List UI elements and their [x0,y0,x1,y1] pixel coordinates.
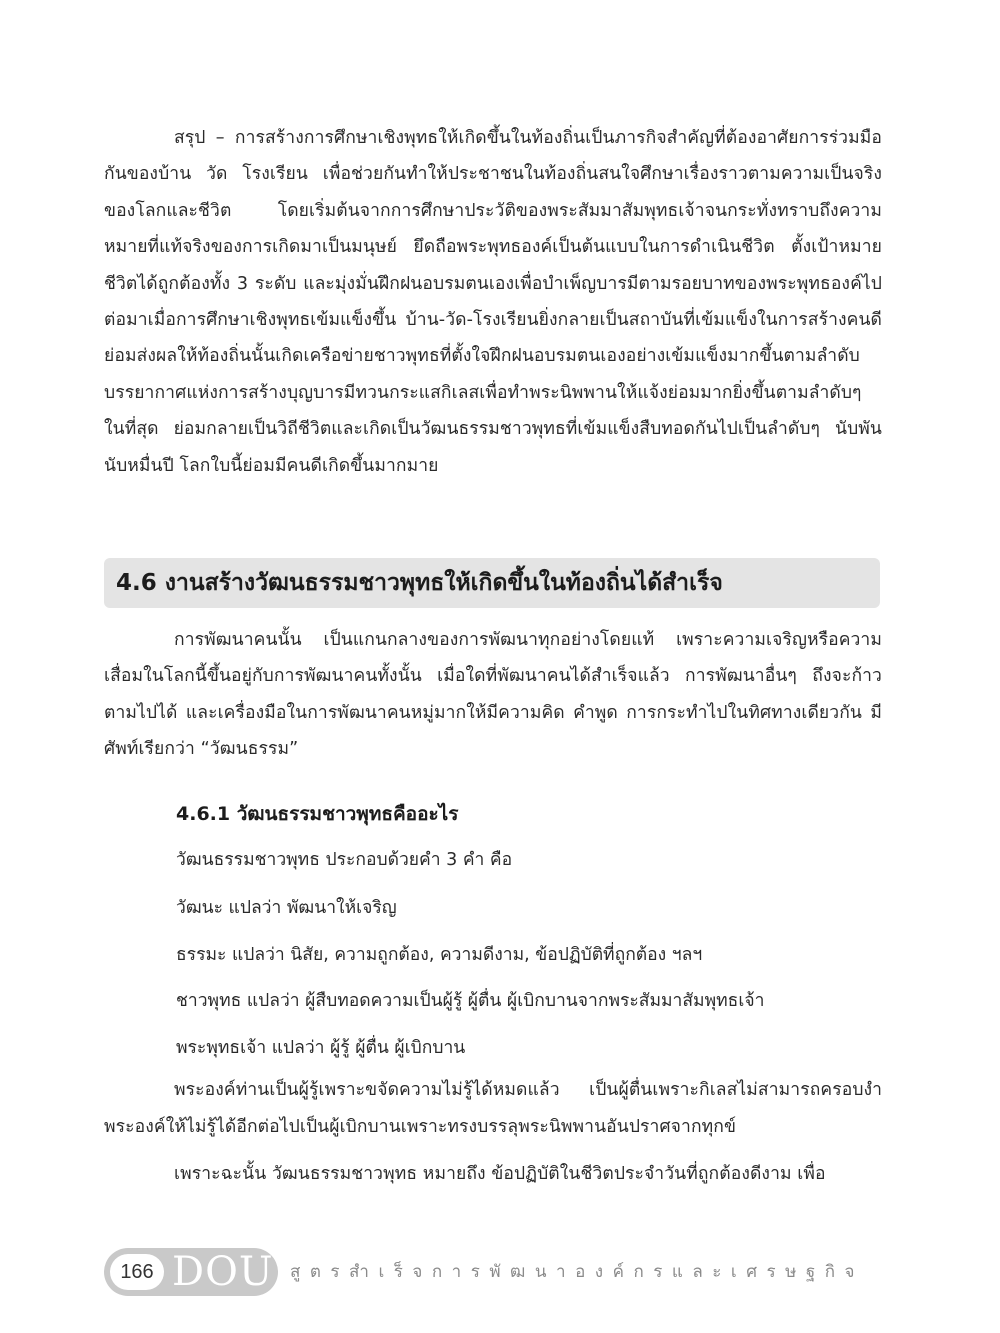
dou-logo: DOU [172,1249,274,1295]
therefore-paragraph: เพราะฉะนั้น วัฒนธรรมชาวพุทธ หมายถึง ข้อปฏิบัติในชีวิตประจำวันที่ถูกต้องดีงาม เพื่อ [174,1164,826,1184]
definition-line: พระพุทธเจ้า แปลว่า ผู้รู้ ผู้ตื่น ผู้เบิกบาน [176,1038,466,1058]
definition-line: วัฒนธรรมชาวพุทธ ประกอบด้วยคำ 3 คำ คือ [176,850,513,870]
section-intro-paragraph: การพัฒนาคนนั้น เป็นแกนกลางของการพัฒนาทุกอย่างโดยแท้ เพราะความเจริญหรือความเสื่อมในโลกนี้ขึ้นอยู่กับการพัฒนาคนทั้งนั้น เมื่อใดที่พัฒนาคนได้สำเร็จแล้ว การพัฒนาอื่นๆ ถึงจะก้าวตามไปได้ และเครื่องมือในการพัฒนาคนหมู่มากให้มีความคิด คำพูด การกระทำไปในทิศทางเดียวกัน มีศัพท์เรียกว่า “วัฒนธรรม” [104,630,882,760]
course-title: สูตรสำเร็จการพัฒนาองค์กรและเศรษฐกิจ [290,1262,864,1282]
summary-paragraph: สรุป – การสร้างการศึกษาเชิงพุทธให้เกิดขึ้นในท้องถิ่นเป็นภารกิจสำคัญที่ต้องอาศัยการร่วมมือกันของบ้าน วัด โรงเรียน เพื่อช่วยกันทำให้ประชาชนในท้องถิ่นสนใจศึกษาเรื่องราวตามความเป็นจริงของโลกและชีวิต โดยเริ่มต้นจากการศึกษาประวัติของพระสัมมาสัมพุทธเจ้าจนกระทั่งทราบถึงความหมายที่แท้จริงของการเกิดมาเป็นมนุษย์ ยึดถือพระพุทธองค์เป็นต้นแบบในการดำเนินชีวิต ตั้งเป้าหมายชีวิตได้ถูกต้องทั้ง 3 ระดับ และมุ่งมั่นฝึกฝนอบรมตนเองเพื่อบำเพ็ญบารมีตามรอยบาทของพระพุทธองค์ไป ต่อมาเมื่อการศึกษาเชิงพุทธเข้มแข็งขึ้น บ้าน-วัด-โรงเรียนยิ่งกลายเป็นสถาบันที่เข้มแข็งในการสร้างคนดี ย่อมส่งผลให้ท้องถิ่นนั้นเกิดเครือข่ายชาวพุทธที่ตั้งใจฝึกฝนอบรมตนเองอย่างเข้มแข็งมากขึ้นตามลำดับบรรยากาศแห่งการสร้างบุญบารมีทวนกระแสกิเลสเพื่อทำพระนิพพานให้แจ้งย่อมมากยิ่งขึ้นตามลำดับๆ ในที่สุด ย่อมกลายเป็นวิถีชีวิตและเกิดเป็นวัฒนธรรมชาวพุทธที่เข้มแข็งสืบทอดกันไปเป็นลำดับๆ นับพันนับหมื่นปี โลกใบนี้ย่อมมีคนดีเกิดขึ้นมากมาย [104,128,882,476]
definition-line: ชาวพุทธ แปลว่า ผู้สืบทอดความเป็นผู้รู้ ผู้ตื่น ผู้เบิกบานจากพระสัมมาสัมพุทธเจ้า [176,991,765,1011]
buddha-paragraph: พระองค์ท่านเป็นผู้รู้เพราะขจัดความไม่รู้ได้หมดแล้ว เป็นผู้ตื่นเพราะกิเลสไม่สามารถครอบงำพระองค์ให้ไม่รู้ได้อีกต่อไปเป็นผู้เบิกบานเพราะทรงบรรลุพระนิพพานอันปราศจากทุกข์ [104,1080,882,1137]
definition-line: ธรรมะ แปลว่า นิสัย, ความถูกต้อง, ความดีงาม, ข้อปฏิบัติที่ถูกต้อง ฯลฯ [176,945,703,965]
section-title: 4.6 งานสร้างวัฒนธรรมชาวพุทธให้เกิดขึ้นในท้องถิ่นได้สำเร็จ [116,570,723,596]
footer-badge [104,1248,278,1296]
definition-line: วัฒนะ แปลว่า พัฒนาให้เจริญ [176,898,397,918]
page-footer [104,1248,904,1298]
page-number: 166 [110,1254,164,1290]
subsection-title: 4.6.1 วัฒนธรรมชาวพุทธคืออะไร [176,803,459,825]
